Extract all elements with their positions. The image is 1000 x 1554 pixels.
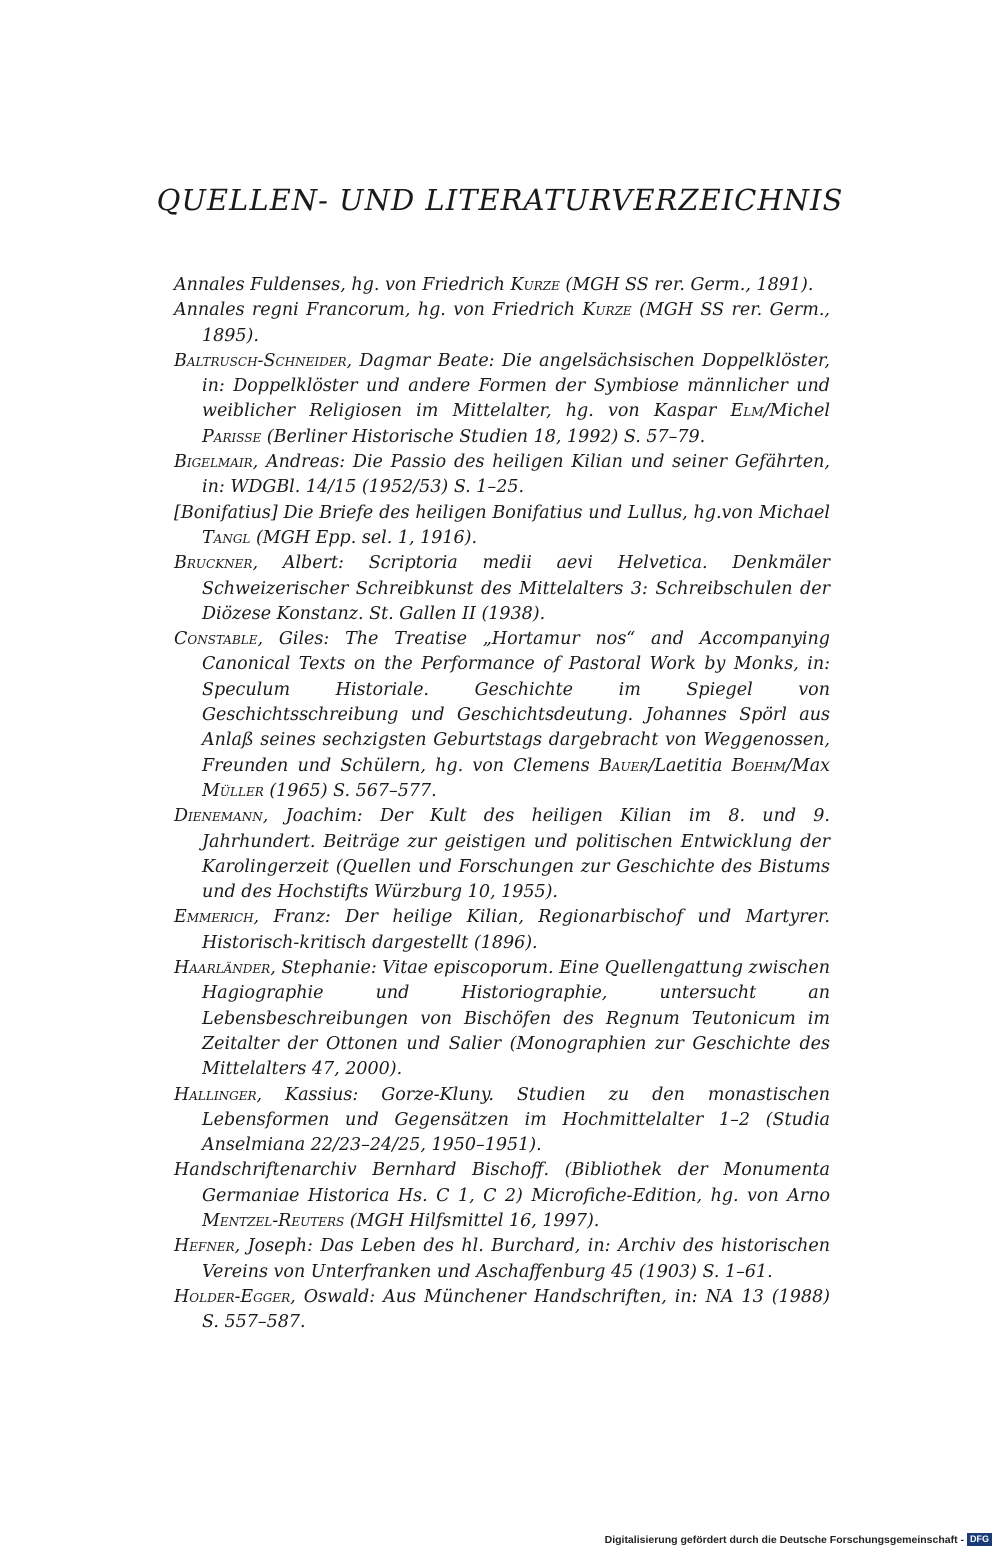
bibliography-entry — [174, 1285, 830, 1336]
entry-author: Holder-Egger — [174, 1286, 291, 1307]
page-title: QUELLEN- UND LITERATURVERZEICHNIS — [156, 183, 844, 217]
entry-text: , Giles: The Treatise „Hortamur nos“ and Accompanying Canonical Texts on the Performance of Pastoral Work by Monks, in: Speculum Historiale. Geschichte im Spiegel von Geschichtsschreibung und Geschichtsdeutung. Johannes Spörl aus Anlaß seines sechzigsten Geburtstags dargebracht von Weggenossen, Freunden und Schülern, hg. von Clemens — [202, 629, 830, 776]
bibliography-entry — [174, 298, 830, 349]
entry-text: Annales regni Francorum, hg. von Friedrich — [174, 300, 583, 321]
entry-rest: (MGH Epp. sel. 1, 1916). — [250, 527, 478, 548]
entry-text: , Albert: Scriptoria medii aevi Helvetica. Denkmäler Schweizerischer Schreibkunst des Mittelalters 3: Schreibschulen der Diözese Konstanz. St. Gallen II (1938). — [202, 553, 830, 624]
funding-footer — [605, 1533, 992, 1546]
entry-text: , Joachim: Der Kult des heiligen Kilian im 8. und 9. Jahrhundert. Beiträge zur geistigen und politischen Entwicklung der Karolingerzeit (Quellen und Forschungen zur Geschichte des Bistums und des Hochstifts Würzburg 10, 1955). — [202, 806, 830, 903]
bibliography-entry — [174, 804, 830, 905]
entry-rest: (MGH SS rer. Germ., 1895). — [202, 300, 830, 346]
entry-text-2: /Laetitia — [648, 755, 732, 776]
bibliography-entry — [174, 551, 830, 627]
bibliography-entry — [174, 1158, 830, 1234]
bibliography-entry — [174, 450, 830, 501]
entry-text: , Oswald: Aus Münchener Handschriften, in: NA 13 (1988) S. 557–587. — [202, 1286, 830, 1333]
entry-text: , Stephanie: Vitae episcoporum. Eine Quellengattung zwischen Hagiographie und Historiographie, untersucht an Lebensbeschreibungen von Bischöfen des Regnum Teutonicum im Zeitalter der Ottonen und Salier (Monographien zur Geschichte des Mittelalters 47, 2000). — [202, 958, 830, 1080]
bibliography-entry — [174, 349, 830, 450]
footer-text: Digitalisierung gefördert durch die Deutsche Forschungsgemeinschaft - — [604, 1533, 964, 1546]
entry-author: Haarländer — [174, 958, 271, 979]
entry-author: Bigelmair — [174, 452, 253, 473]
entry-editor: Tangl — [202, 527, 251, 548]
entry-editor: Elm — [730, 401, 764, 422]
entry-rest: (1965) S. 567–577. — [263, 780, 437, 801]
entry-author: Dienemann — [174, 806, 263, 827]
entry-rest: (MGH Hilfsmittel 16, 1997). — [344, 1210, 600, 1231]
entry-text: Handschriftenarchiv Bernhard Bischoff. (Bibliothek der Monumenta Germaniae Historica Hs. C 1, C 2) Microfiche-Edition, hg. von Arno — [174, 1160, 830, 1206]
entry-author: Baltrusch-Schneider — [174, 350, 347, 371]
entry-editor: Mentzel-Reuters — [202, 1210, 345, 1231]
entry-editor-2: Boehm — [731, 755, 786, 776]
bibliography-entry — [174, 627, 830, 804]
bibliography-entry — [174, 905, 830, 956]
entry-text-2: /Michel — [763, 401, 830, 422]
bibliography-entry — [174, 1234, 830, 1285]
bibliography-entry — [174, 956, 830, 1082]
entry-author: Hallinger — [174, 1084, 257, 1105]
entry-editor: Bauer — [599, 755, 649, 776]
entry-text: , Andreas: Die Passio des heiligen Kilian und seiner Gefährten, in: WDGBl. 14/15 (1952/53) S. 1–25. — [202, 452, 830, 498]
entry-text: [Bonifatius] Die Briefe des heiligen Bonifatius und Lullus, hg.von Michael — [174, 502, 830, 523]
entry-editor-3: Müller — [202, 780, 264, 801]
entry-author: Bruckner — [174, 553, 253, 574]
bibliography-entry — [174, 273, 830, 298]
entry-author: Emmerich — [174, 907, 254, 928]
entry-editor: Kurze — [510, 275, 560, 295]
entry-text-3: /Max — [785, 755, 830, 776]
bibliography-entry — [174, 501, 830, 552]
entry-author: Hefner — [174, 1236, 235, 1257]
entry-text: , Franz: Der heilige Kilian, Regionarbischof und Martyrer. Historisch-kritisch dargestellt (1896). — [202, 907, 830, 953]
entry-rest: (Berliner Historische Studien 18, 1992) S. 57–79. — [261, 426, 706, 447]
entry-editor-2: Parisse — [202, 426, 262, 447]
entry-rest: (MGH SS rer. Germ., 1891). — [559, 275, 814, 295]
bibliography-entry — [174, 1083, 830, 1159]
entry-text: , Joseph: Das Leben des hl. Burchard, in: Archiv des historischen Vereins von Unterfranken und Aschaffenburg 45 (1903) S. 1–61. — [202, 1236, 830, 1282]
entry-text: , Kassius: Gorze-Kluny. Studien zu den monastischen Lebensformen und Gegensätzen im Hochmittelalter 1–2 (Studia Anselmiana 22/23–24/25, 1950–1951). — [202, 1084, 830, 1156]
entry-author: Constable — [174, 629, 258, 650]
bibliography-list — [174, 273, 830, 1335]
entry-editor: Kurze — [582, 300, 632, 321]
dfg-logo: DFG — [967, 1533, 992, 1546]
entry-text: , Dagmar Beate: Die angelsächsischen Doppelklöster, in: Doppelklöster und andere Formen der Symbiose männlicher und weiblicher Religiosen im Mittelalter, hg. von Kaspar — [202, 350, 830, 422]
entry-text: Annales Fuldenses, hg. von Friedrich — [174, 275, 511, 295]
